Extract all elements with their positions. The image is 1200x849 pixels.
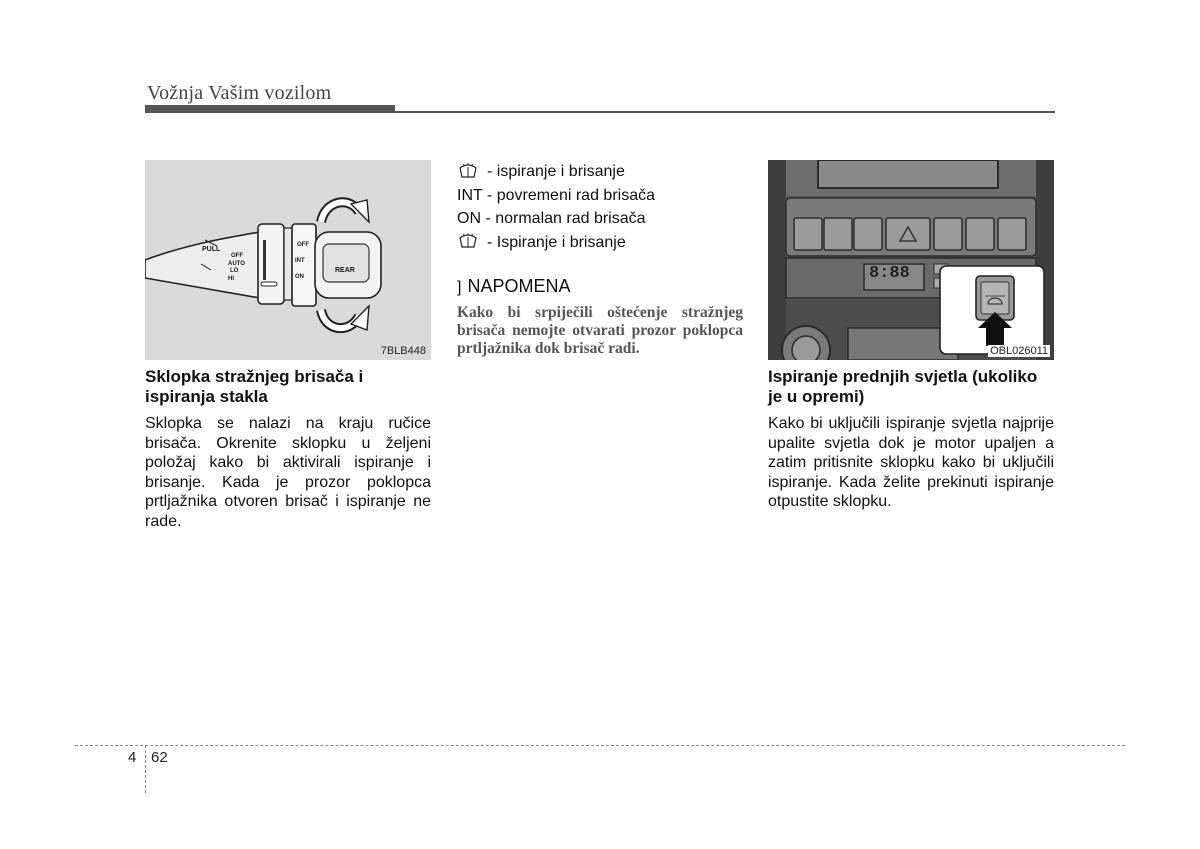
list-item-text: ON - normalan rad brisača	[457, 210, 646, 227]
section-heading-rear-wiper: Sklopka stražnjeg brisača i ispiranja stakla	[145, 367, 364, 406]
washer-wiper-icon	[457, 163, 479, 181]
section-body-rear-wiper: Sklopka se nalazi na kraju ručice brisača. Okrenite sklopku u željeni položaj kako bi aktivirali ispiranje i brisanje. Kada je prozor poklopca prtljažnika otvoren brisač i ispiranje ne rade.	[145, 415, 431, 530]
note-title: NAPOMENA	[467, 276, 571, 296]
clock-display: 8:88	[869, 264, 910, 283]
stalk-label-pull: PULL	[202, 246, 221, 253]
page-number: 62	[151, 749, 168, 766]
dashboard-illustration	[768, 160, 1054, 360]
stalk-label-int: INT	[295, 258, 305, 264]
list-item-text: - ispiranje i brisanje	[487, 163, 625, 180]
wiper-stalk-illustration	[145, 160, 431, 360]
wiper-mode-list	[457, 160, 655, 254]
list-item-text: INT - povremeni rad brisača	[457, 186, 655, 204]
stalk-label-on: ON	[295, 274, 304, 280]
list-item	[457, 160, 655, 184]
stalk-label-off: OFF	[231, 253, 243, 259]
note-mark: ]	[457, 279, 462, 296]
list-item	[457, 207, 655, 231]
chapter-number: 4	[128, 749, 137, 766]
list-item	[457, 231, 655, 255]
stalk-label-hi: HI	[228, 276, 234, 282]
stalk-label-rear: REAR	[335, 267, 355, 274]
wiper-stalk-figure	[145, 160, 431, 360]
note-heading	[457, 276, 570, 297]
section-body-headlamp-washer: Kako bi uključili ispiranje svjetla najprije upalite svjetla dok je motor upaljen a zatim pritisnite sklopku kako bi uključili ispiranje. Kada želite prekinuti ispiranje otpustite sklopku.	[768, 415, 1054, 510]
footer-vertical-divider	[145, 745, 146, 793]
washer-wiper-icon	[457, 233, 479, 251]
stalk-label-auto: AUTO	[228, 261, 245, 267]
stalk-label-off-rear: OFF	[297, 242, 309, 248]
header-rule	[145, 111, 1055, 113]
stalk-label-lo: LO	[230, 268, 239, 274]
figure-code-right: OBL026011	[990, 345, 1048, 357]
page-header-title: Vožnja Vašim vozilom	[147, 82, 332, 104]
list-item-text: - Ispiranje i brisanje	[487, 233, 626, 251]
footer-divider	[75, 745, 1125, 746]
note-body: Kako bi srpiječili oštećenje stražnjeg brisača nemojte otvarati prozor poklopca prtljažnika dok brisač radi.	[457, 304, 743, 357]
figure-code-left: 7BLB448	[380, 345, 426, 357]
section-heading-headlamp-washer: Ispiranje prednjih svjetla (ukoliko je u opremi)	[768, 367, 1038, 406]
list-item	[457, 184, 655, 208]
headlamp-washer-figure	[768, 160, 1054, 360]
